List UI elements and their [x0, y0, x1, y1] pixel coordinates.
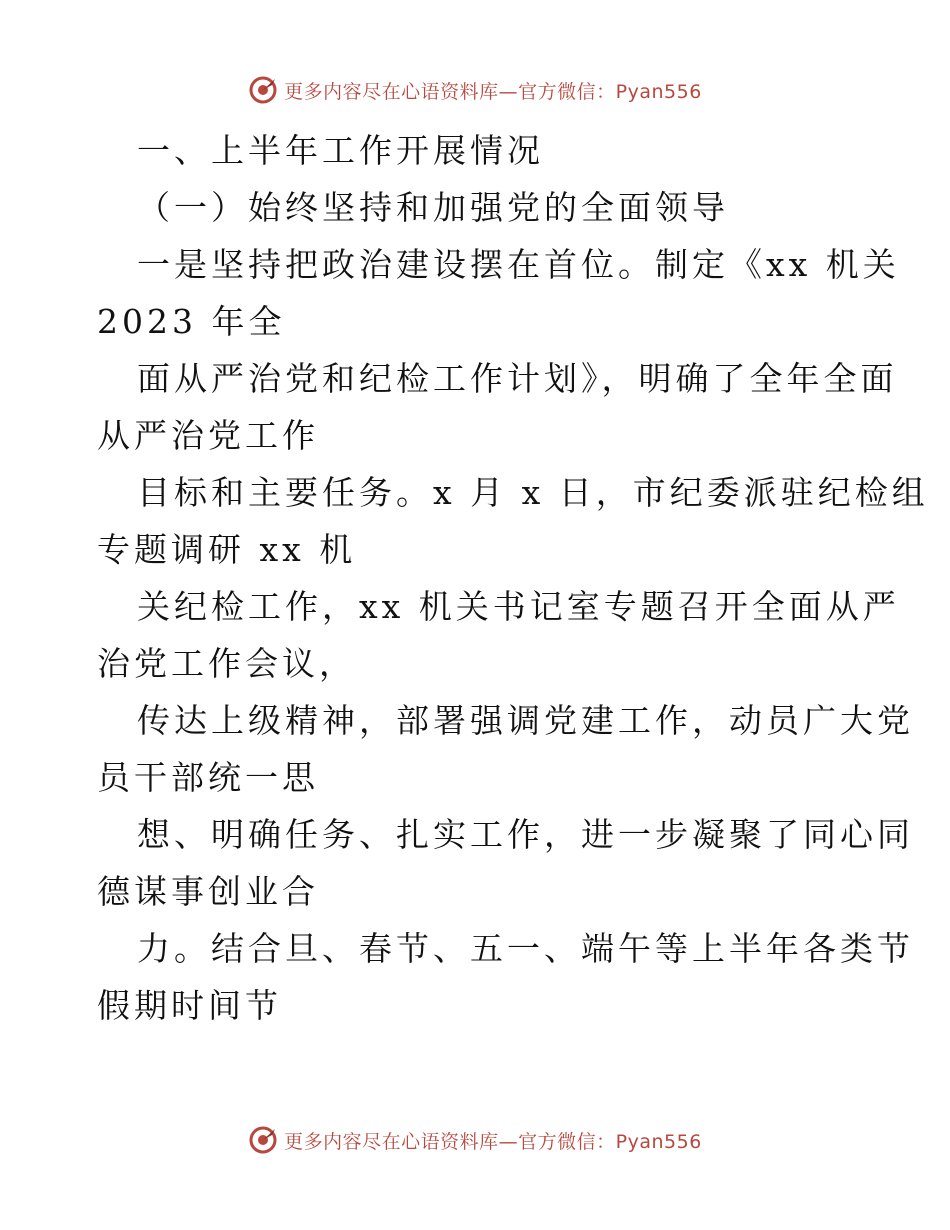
paragraph-line: 目标和主要任务。x 月 x 日，市纪委派驻纪检组	[137, 473, 929, 512]
paragraph-line: 员干部统一思	[97, 758, 319, 797]
paragraph-line: 从严治党工作	[97, 416, 319, 455]
header-banner-text: 更多内容尽在心语资料库—官方微信：Pyan556	[284, 80, 702, 103]
section-heading: 一、上半年工作开展情况	[137, 131, 544, 170]
paragraph-line: 传达上级精神，部署强调党建工作，动员广大党	[137, 701, 914, 740]
paragraph-line: 治党工作会议，	[97, 644, 356, 683]
paragraph-line: 面从严治党和纪检工作计划》，明确了全年全面	[137, 359, 898, 398]
paragraph-line: 一是坚持把政治建设摆在首位。制定《xx 机关	[137, 245, 900, 284]
quill-seal-icon	[248, 1125, 278, 1155]
quill-seal-icon	[248, 75, 278, 105]
paragraph-line: 想、明确任务、扎实工作，进一步凝聚了同心同	[137, 815, 914, 854]
paragraph-line: 关纪检工作，xx 机关书记室专题召开全面从严	[137, 587, 900, 626]
document-body	[97, 122, 929, 1034]
footer-banner-text: 更多内容尽在心语资料库—官方微信：Pyan556	[284, 1130, 702, 1153]
subsection-heading: （一）始终坚持和加强党的全面领导	[137, 188, 729, 227]
paragraph-line: 2023 年全	[97, 302, 286, 341]
paragraph-line: 专题调研 xx 机	[97, 530, 357, 569]
paragraph-line: 力。结合旦、春节、五一、端午等上半年各类节	[137, 929, 914, 968]
header-banner	[0, 70, 950, 110]
footer-banner	[0, 1120, 950, 1160]
paragraph-line: 德谋事创业合	[97, 872, 319, 911]
paragraph-line: 假期时间节	[97, 986, 282, 1025]
